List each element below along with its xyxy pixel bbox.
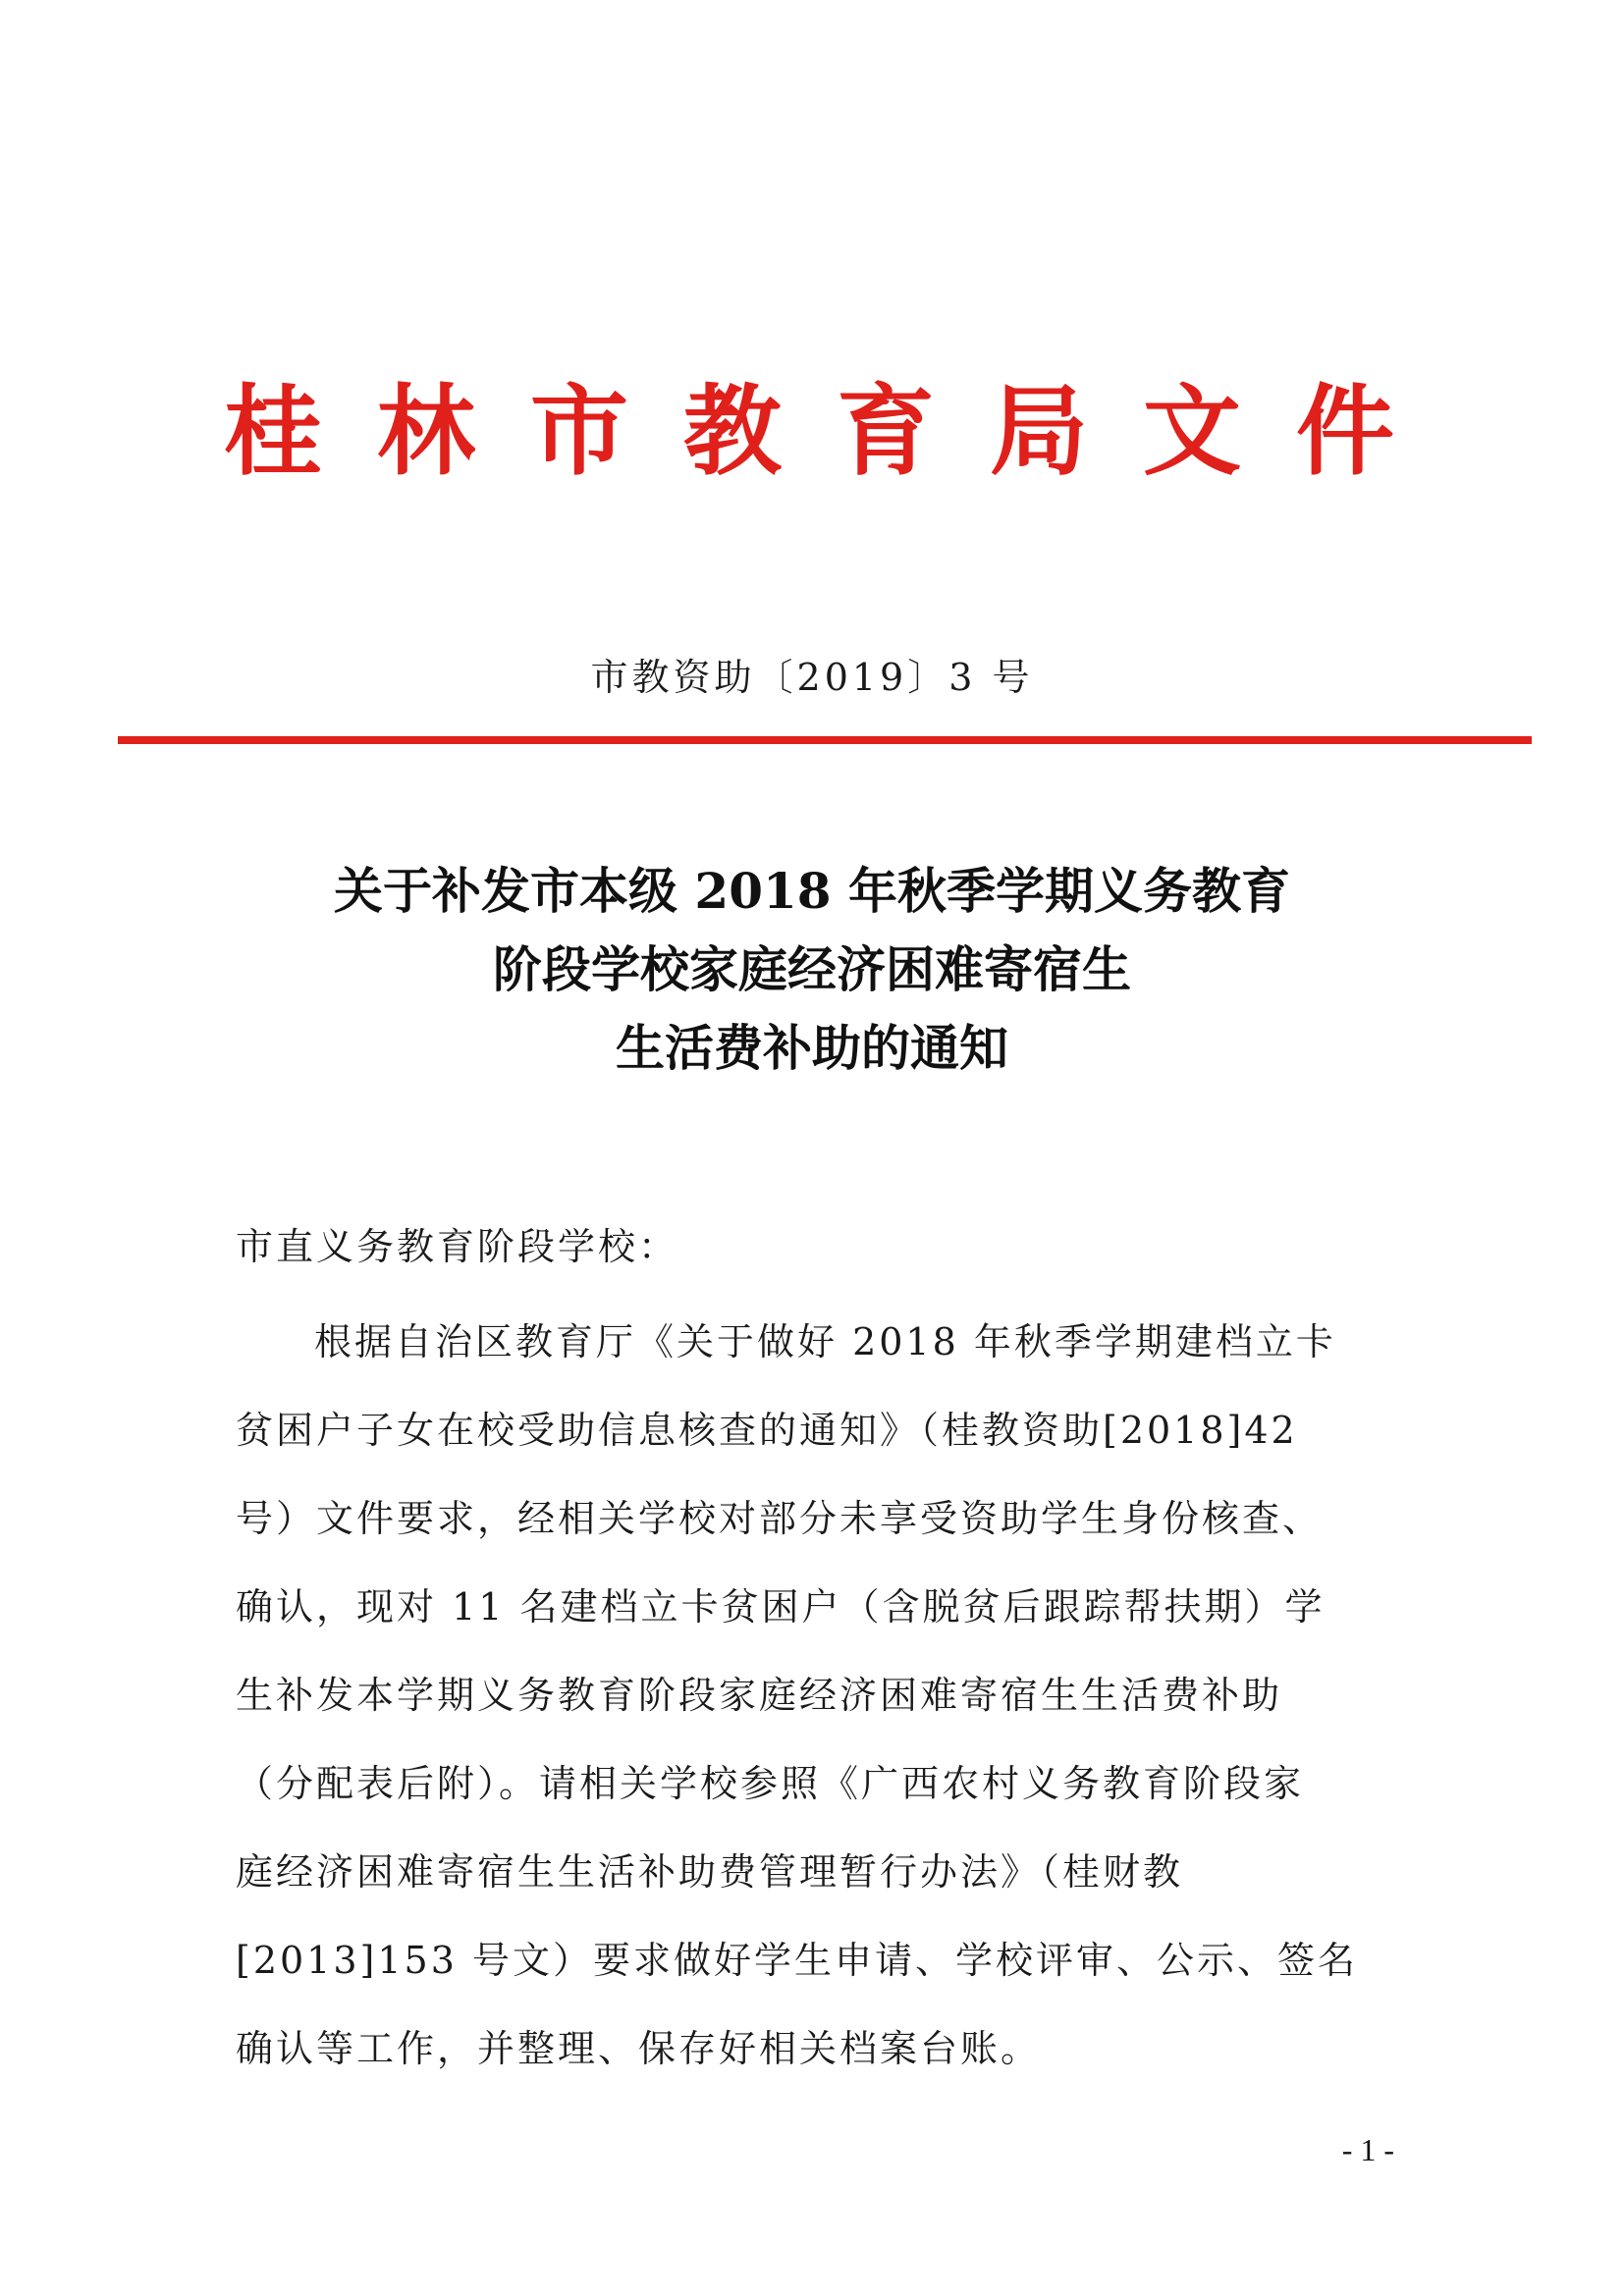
page-number: - 1 - <box>1341 2132 1394 2167</box>
body-line: （分配表后附）。请相关学校参照《广西农村义务教育阶段家 <box>236 1762 1305 1805</box>
addressee: 市直义务教育阶段学校： <box>236 1225 679 1268</box>
body-line: 确认，现对 11 名建档立卡贫困户（含脱贫后跟踪帮扶期）学 <box>236 1585 1326 1629</box>
issuer-title: 桂林市教育局文件 <box>224 374 1449 489</box>
body-line: 生补发本学期义务教育阶段家庭经济困难寄宿生生活费补助 <box>236 1674 1283 1717</box>
document-number: 市教资助〔2019〕3 号 <box>590 656 1034 699</box>
notice-title-line: 生活费补助的通知 <box>616 1019 1008 1077</box>
body-line: 根据自治区教育厅《关于做好 2018 年秋季学期建档立卡 <box>314 1320 1336 1363</box>
red-divider-rule <box>118 736 1532 744</box>
body-line: 号）文件要求，经相关学校对部分未享受资助学生身份核查、 <box>236 1497 1324 1540</box>
body-paragraph <box>236 1298 1384 2093</box>
body-line: [2013]153 号文）要求做好学生申请、学校评审、公示、签名 <box>236 1939 1358 1982</box>
body-line: 贫困户子女在校受助信息核查的通知》（桂教资助[2018]42 <box>236 1409 1298 1452</box>
body-line: 庭经济困难寄宿生生活补助费管理暂行办法》（桂财教 <box>236 1850 1184 1894</box>
notice-title <box>0 852 1624 1088</box>
body-line: 确认等工作，并整理、保存好相关档案台账。 <box>236 2027 1042 2070</box>
notice-title-line: 关于补发市本级 2018 年秋季学期义务教育 <box>334 862 1290 920</box>
notice-title-line: 阶段学校家庭经济困难寄宿生 <box>493 940 1131 998</box>
